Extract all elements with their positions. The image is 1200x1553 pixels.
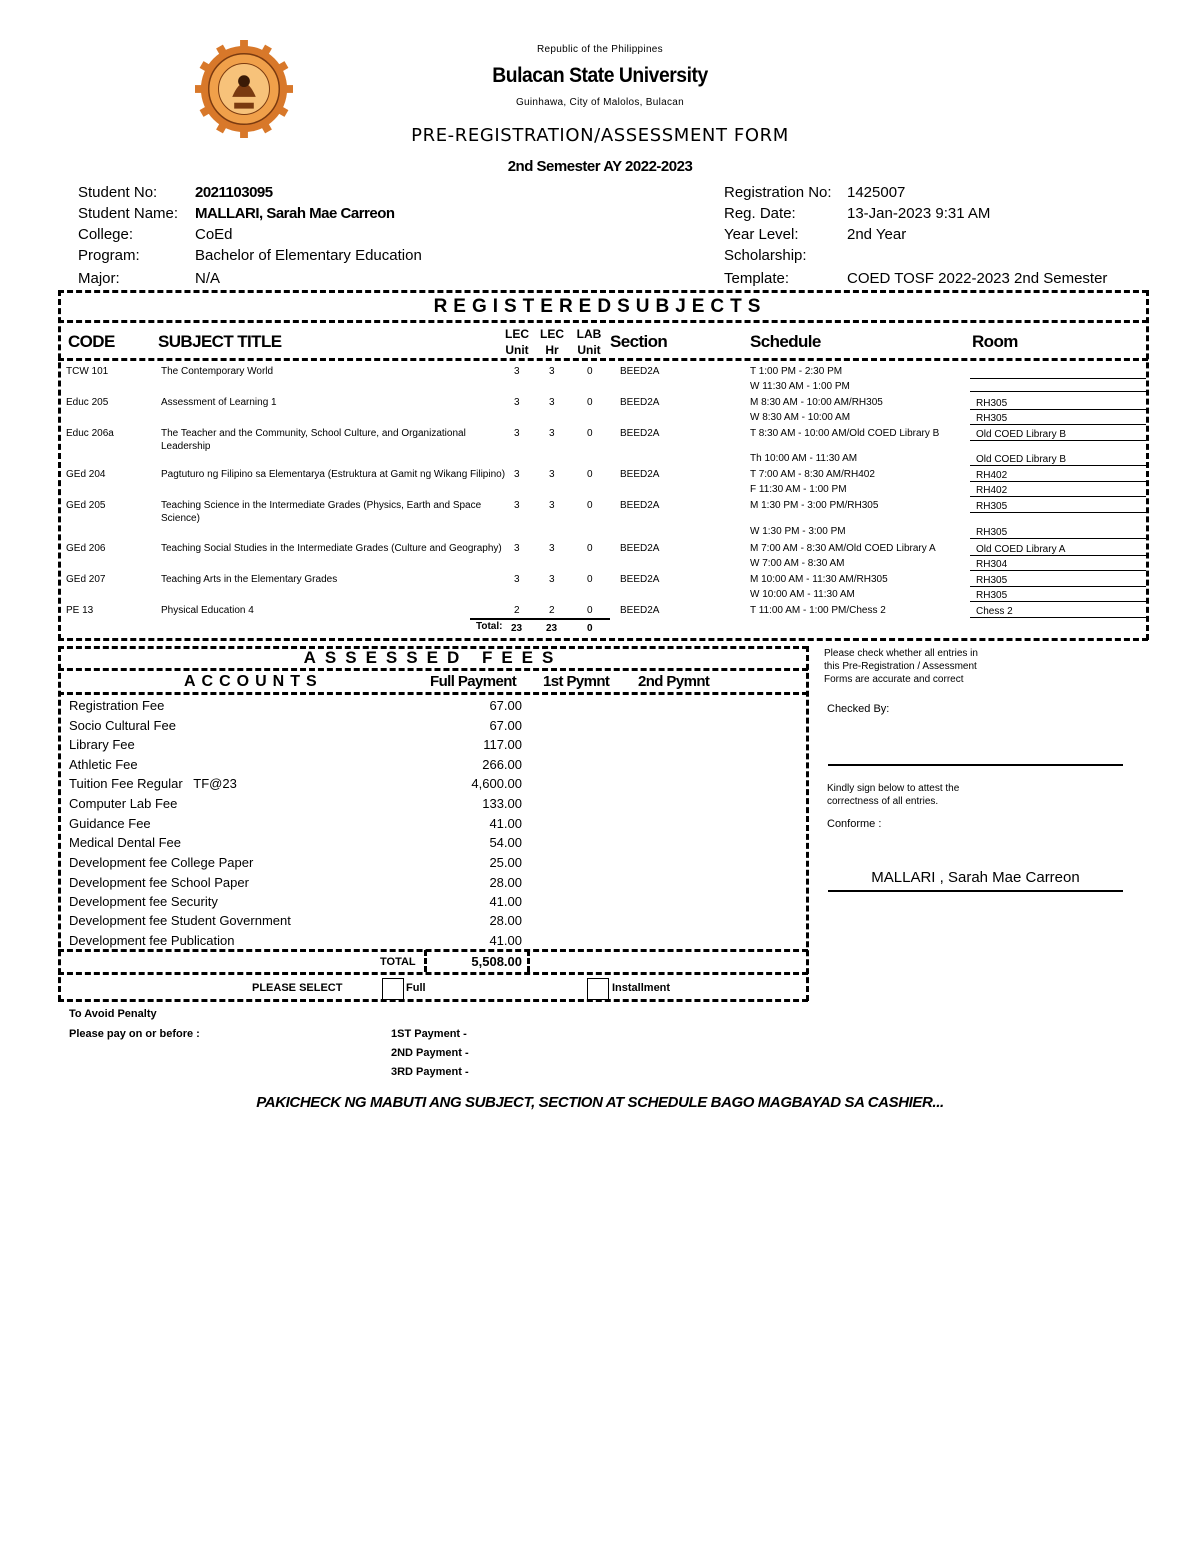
subject-title-continued: Science) (161, 513, 200, 524)
fee-amount: 28.00 (489, 913, 522, 928)
subject-lec-unit: 3 (514, 366, 520, 377)
schedule-line: M 8:30 AM - 10:00 AM/RH305 (750, 397, 883, 408)
subjects-header-divider (58, 358, 1148, 361)
fee-label: Development fee College Paper (69, 855, 254, 870)
subject-lec-unit: 2 (514, 605, 520, 616)
subject-section: BEED2A (620, 469, 660, 480)
total-lab-unit: 0 (587, 623, 593, 634)
subject-title-continued: Leadership (161, 441, 211, 452)
room-cell (970, 379, 1146, 392)
fee-label: Socio Cultural Fee (69, 718, 176, 733)
check-note-line-2: this Pre-Registration / Assessment (824, 661, 977, 672)
pay-on-before-label: Please pay on or before : (69, 1028, 200, 1040)
college-value: CoEd (195, 226, 233, 243)
subject-lec-unit: 3 (514, 543, 520, 554)
subject-code: Educ 206a (66, 428, 114, 439)
room-cell: RH402 (970, 484, 1146, 497)
subjects-box-left (58, 290, 61, 640)
subject-section: BEED2A (620, 397, 660, 408)
room-cell: RH305 (970, 589, 1146, 602)
registration-no-value: 1425007 (847, 184, 906, 201)
subject-lec-hr: 3 (549, 469, 555, 480)
schedule-line: W 8:30 AM - 10:00 AM (750, 412, 851, 423)
subject-title: Pagtuturo ng Filipino sa Elementarya (Estruktura at Gamit ng Wikang Filipino) (161, 469, 506, 480)
subject-lab-unit: 0 (587, 428, 593, 439)
full-payment-checkbox[interactable] (382, 978, 404, 1000)
reg-date-value: 13-Jan-2023 9:31 AM (847, 205, 991, 222)
college-label: College: (78, 226, 134, 243)
subject-title: Assessment of Learning 1 (161, 397, 277, 408)
fee-label: Guidance Fee (69, 816, 151, 831)
subject-code: GEd 207 (66, 574, 106, 585)
fee-label: Computer Lab Fee (69, 796, 178, 811)
schedule-line: Th 10:00 AM - 11:30 AM (750, 453, 858, 464)
schedule-line: T 1:00 PM - 2:30 PM (750, 366, 843, 377)
schedule-line: W 10:00 AM - 11:30 AM (750, 589, 855, 600)
fees-box-bottom (58, 999, 808, 1002)
col-header-room: Room (972, 332, 1018, 351)
first-payment-due: 1ST Payment - (391, 1028, 467, 1040)
registration-no-label: Registration No: (724, 184, 832, 201)
reg-date-label: Reg. Date: (724, 205, 796, 222)
fee-amount: 67.00 (489, 698, 522, 713)
schedule-line: W 1:30 PM - 3:00 PM (750, 526, 846, 537)
cashier-reminder: PAKICHECK NG MABUTI ANG SUBJECT, SECTION AT SCHEDULE BAGO MAGBAYAD SA CASHIER... (256, 1094, 944, 1111)
totals-rule (470, 618, 610, 620)
subject-lec-unit: 3 (514, 574, 520, 585)
fee-label: Athletic Fee (69, 757, 138, 772)
subject-lec-hr: 3 (549, 397, 555, 408)
room-cell: RH305 (970, 412, 1146, 425)
subjects-box-right (1146, 290, 1149, 640)
subject-lec-hr: 2 (549, 605, 555, 616)
fee-amount: 54.00 (489, 835, 522, 850)
first-payment-header: 1st Pymnt (543, 673, 610, 690)
accounts-header: ACCOUNTS (184, 673, 323, 690)
student-no-label: Student No: (78, 184, 158, 201)
fees-title-divider (58, 668, 808, 671)
fee-label: Development fee Publication (69, 933, 235, 948)
student-no-value: 2021103095 (195, 184, 273, 201)
fee-label: Development fee Security (69, 894, 218, 909)
fee-amount: 25.00 (489, 855, 522, 870)
schedule-line: F 11:30 AM - 1:00 PM (750, 484, 847, 495)
conforme-label: Conforme : (827, 818, 882, 830)
second-payment-due: 2ND Payment - (391, 1047, 469, 1059)
subject-lab-unit: 0 (587, 605, 593, 616)
col-header-lec-unit: LEC Unit (505, 327, 529, 357)
sign-note-line-1: Kindly sign below to attest the (827, 783, 960, 794)
republic-text: Republic of the Philippines (537, 44, 663, 55)
subject-code: TCW 101 (66, 366, 109, 377)
fees-total-amount: 5,508.00 (471, 954, 522, 969)
subject-title: The Contemporary World (161, 366, 274, 377)
fee-amount: 41.00 (489, 816, 522, 831)
subject-section: BEED2A (620, 500, 660, 511)
conforme-signature-line (828, 890, 1123, 892)
col-header-schedule: Schedule (750, 332, 821, 351)
subject-lab-unit: 0 (587, 366, 593, 377)
col-header-code: CODE (68, 332, 115, 351)
subject-lec-hr: 3 (549, 543, 555, 554)
full-payment-header: Full Payment (430, 673, 517, 690)
room-cell (970, 366, 1146, 379)
subject-lec-hr: 3 (549, 366, 555, 377)
subject-title: Teaching Arts in the Elementary Grades (161, 574, 338, 585)
assessed-fees-title: ASSESSED FEES (303, 648, 563, 667)
program-label: Program: (78, 247, 140, 264)
check-note-line-1: Please check whether all entries in (824, 648, 978, 659)
year-level-value: 2nd Year (847, 226, 907, 243)
semester-label: 2nd Semester AY 2022-2023 (507, 158, 693, 175)
room-cell: Old COED Library B (970, 453, 1146, 466)
room-cell: RH304 (970, 558, 1146, 571)
room-cell: RH305 (970, 526, 1146, 539)
subject-lec-hr: 3 (549, 428, 555, 439)
subject-lab-unit: 0 (587, 469, 593, 480)
university-name: Bulacan State University (492, 64, 708, 87)
subject-lab-unit: 0 (587, 543, 593, 554)
subject-title: Physical Education 4 (161, 605, 254, 616)
units-total-label: Total: (476, 621, 503, 632)
schedule-line: T 11:00 AM - 1:00 PM/Chess 2 (750, 605, 886, 616)
fee-label: Library Fee (69, 737, 135, 752)
avoid-penalty-label: To Avoid Penalty (69, 1008, 157, 1020)
schedule-line: M 10:00 AM - 11:30 AM/RH305 (750, 574, 888, 585)
subject-section: BEED2A (620, 428, 660, 439)
fee-label: Development fee Student Government (69, 913, 291, 928)
fee-amount: 133.00 (482, 796, 522, 811)
third-payment-due: 3RD Payment - (391, 1066, 469, 1078)
checked-by-label: Checked By: (827, 703, 890, 715)
form-title: PRE-REGISTRATION/ASSESSMENT FORM (411, 125, 789, 146)
full-payment-option-label: Full (406, 982, 426, 994)
fee-label: Medical Dental Fee (69, 835, 181, 850)
total-lec-unit: 23 (511, 623, 523, 634)
fee-label: Registration Fee (69, 698, 165, 713)
scholarship-label: Scholarship: (724, 247, 807, 264)
subject-lec-unit: 3 (514, 469, 520, 480)
schedule-line: W 7:00 AM - 8:30 AM (750, 558, 845, 569)
template-label: Template: (724, 270, 790, 287)
subject-lec-hr: 3 (549, 500, 555, 511)
year-level-label: Year Level: (724, 226, 799, 243)
subject-title: Teaching Social Studies in the Intermediate Grades (Culture and Geography) (161, 543, 502, 554)
university-address: Guinhawa, City of Malolos, Bulacan (515, 97, 685, 108)
room-cell: RH305 (970, 500, 1146, 513)
fee-amount: 28.00 (489, 875, 522, 890)
template-value: COED TOSF 2022-2023 2nd Semester (847, 270, 1108, 287)
subjects-title-divider (58, 320, 1148, 323)
major-value: N/A (195, 270, 221, 287)
sign-note-line-2: correctness of all entries. (827, 796, 939, 807)
fees-header-divider (58, 692, 808, 695)
room-cell: RH305 (970, 397, 1146, 410)
subject-title: The Teacher and the Community, School Culture, and Organizational (161, 428, 466, 439)
schedule-line: W 11:30 AM - 1:00 PM (750, 381, 850, 392)
room-cell: Old COED Library A (970, 543, 1146, 556)
fee-label: Development fee School Paper (69, 875, 249, 890)
room-cell: Old COED Library B (970, 428, 1146, 441)
subject-lab-unit: 0 (587, 574, 593, 585)
schedule-line: T 7:00 AM - 8:30 AM/RH402 (750, 469, 875, 480)
check-note-line-3: Forms are accurate and correct (824, 674, 964, 685)
subject-section: BEED2A (620, 605, 660, 616)
fees-total-divider-2 (527, 950, 530, 972)
subject-lab-unit: 0 (587, 500, 593, 511)
subjects-box-bottom (58, 638, 1148, 641)
fee-amount: 41.00 (489, 894, 522, 909)
subject-section: BEED2A (620, 574, 660, 585)
room-cell: RH402 (970, 469, 1146, 482)
total-lec-hr: 23 (546, 623, 558, 634)
subject-lec-hr: 3 (549, 574, 555, 585)
please-select-label: PLEASE SELECT (252, 982, 343, 994)
fee-amount: 4,600.00 (471, 776, 522, 791)
subject-code: GEd 206 (66, 543, 106, 554)
fees-total-label: TOTAL (380, 956, 416, 968)
fee-amount: 67.00 (489, 718, 522, 733)
subject-section: BEED2A (620, 366, 660, 377)
col-header-lab-unit: LAB Unit (576, 327, 602, 357)
room-cell: Chess 2 (970, 605, 1146, 618)
room-cell: RH305 (970, 574, 1146, 587)
subject-lec-unit: 3 (514, 397, 520, 408)
subjects-box-top (58, 290, 1148, 293)
fee-amount: 41.00 (489, 933, 522, 948)
fee-amount: 266.00 (482, 757, 522, 772)
col-header-section: Section (610, 332, 668, 351)
fees-box-left (58, 646, 61, 1001)
second-payment-header: 2nd Pymnt (638, 673, 710, 690)
installment-checkbox[interactable] (587, 978, 609, 1000)
subject-code: PE 13 (66, 605, 94, 616)
schedule-line: T 8:30 AM - 10:00 AM/Old COED Library B (750, 428, 940, 439)
program-value: Bachelor of Elementary Education (195, 247, 422, 264)
fees-box-right (806, 646, 809, 1001)
subject-lec-unit: 3 (514, 500, 520, 511)
subject-section: BEED2A (620, 543, 660, 554)
schedule-line: M 7:00 AM - 8:30 AM/Old COED Library A (750, 543, 936, 554)
col-header-lec-hr: LEC Hr (540, 327, 564, 357)
student-name-label: Student Name: (78, 205, 179, 222)
fee-label: Tuition Fee Regular TF@23 (69, 776, 237, 791)
registered-subjects-title: REGISTEREDSUBJECTS (433, 296, 767, 317)
fee-amount: 117.00 (483, 737, 522, 752)
fees-total-bottom (58, 972, 808, 975)
col-header-subject-title: SUBJECT TITLE (158, 332, 282, 351)
student-name-value: MALLARI, Sarah Mae Carreon (195, 205, 395, 222)
subject-lec-unit: 3 (514, 428, 520, 439)
fees-total-top (58, 949, 808, 952)
installment-option-label: Installment (612, 982, 671, 994)
major-label: Major: (78, 270, 120, 287)
subject-code: GEd 204 (66, 469, 106, 480)
checked-by-signature-line (828, 764, 1123, 766)
subject-code: Educ 205 (66, 397, 109, 408)
schedule-line: M 1:30 PM - 3:00 PM/RH305 (750, 500, 879, 511)
student-signatory-name: MALLARI , Sarah Mae Carreon (871, 869, 1080, 886)
subject-code: GEd 205 (66, 500, 106, 511)
subject-title: Teaching Science in the Intermediate Grades (Physics, Earth and Space (161, 500, 482, 511)
subject-lab-unit: 0 (587, 397, 593, 408)
